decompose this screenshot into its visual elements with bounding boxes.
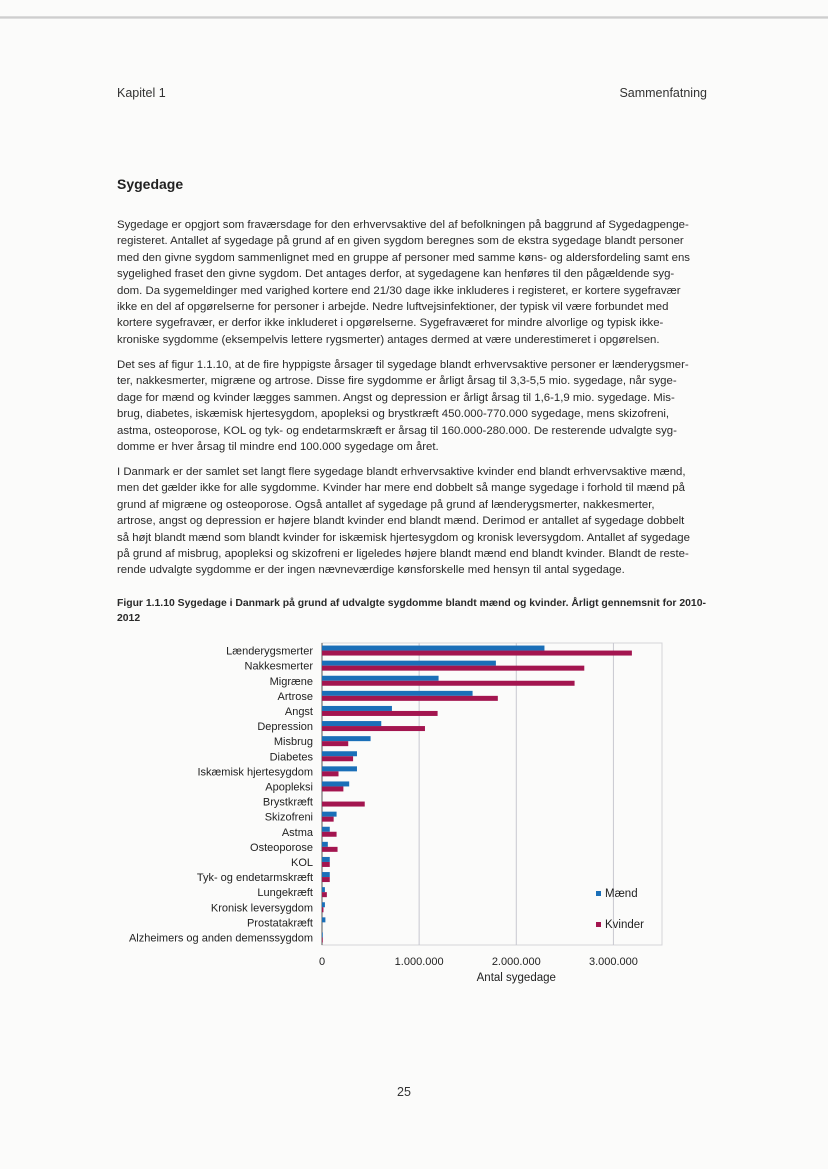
paragraph-3 — [117, 464, 717, 579]
bar-maend — [322, 751, 357, 756]
text-line: brug, diabetes, iskæmisk hjertesygdom, apopleksi og brystkræft 450.000-770.000 sygedage, mens skizofreni, — [117, 408, 670, 421]
bar-maend — [322, 872, 330, 877]
bar-kvinder — [322, 802, 365, 807]
text-line: kroniske sygdomme (eksempelvis lettere rygsmerter) antages dermed at være underestimeret i opgørelsen. — [117, 333, 660, 346]
bar-kvinder — [322, 937, 323, 942]
text-line: dom. Da sygemeldinger med varighed kortere end 21/30 dage ikke inkluderes i registeret, er kortere sygefravær — [117, 284, 681, 297]
category-label: Astma — [281, 826, 313, 839]
bar-maend — [322, 706, 392, 711]
bar-kvinder — [322, 756, 353, 761]
bar-kvinder — [322, 892, 327, 897]
bar-kvinder — [322, 741, 348, 746]
text-line: I Danmark er der samlet set langt flere sygedage blandt erhvervsaktive kvinder end blandt erhvervsaktive mænd, — [117, 466, 686, 478]
bar-maend — [322, 902, 325, 907]
bar-kvinder — [322, 666, 584, 671]
text-line: ter, nakkesmerter, migræne og artrose. Disse fire sygdomme er årligt årsag til 3,3-5,5 mio. sygedage, når syge- — [117, 375, 677, 388]
bar-maend — [322, 842, 328, 847]
bar-maend — [322, 781, 349, 786]
section-heading: Sygedage — [117, 176, 184, 192]
bar-kvinder — [322, 786, 343, 791]
bar-kvinder — [322, 862, 330, 867]
caption-line: Figur 1.1.10 Sygedage i Danmark på grund af udvalgte sygdomme blandt mænd og kvinder. Årligt gennemsnit for 2010- — [117, 598, 706, 609]
bar-kvinder — [322, 771, 339, 776]
text-line: ikke en del af opgørelserne for personer i arbejde. Nedre luftvejsinfektioner, der typisk vil være forbundet med — [117, 301, 669, 314]
category-label: KOL — [290, 856, 313, 869]
bar-maend — [322, 676, 439, 681]
scan-edge — [0, 16, 828, 19]
category-label: Depression — [257, 721, 313, 734]
category-label: Artrose — [277, 690, 313, 703]
bar-maend — [322, 766, 357, 771]
category-label: Brystkræft — [262, 796, 313, 809]
bar-maend — [322, 736, 371, 741]
chapter-header: Kapitel 1 — [117, 86, 166, 100]
bar-kvinder — [322, 832, 337, 837]
text-line: astma, osteoporose, KOL og tyk- og endetarmskræft er årsag til 160.000-280.000. De resterende udvalgte syg- — [117, 424, 677, 437]
paragraph-2 — [117, 357, 717, 455]
section-header: Sammenfatning — [619, 86, 707, 100]
category-label: Angst — [284, 705, 313, 718]
bar-maend — [322, 887, 325, 892]
bar-kvinder — [322, 681, 575, 686]
text-line: domme er hver årsag til mindre end 100.000 sygedage om året. — [117, 441, 439, 454]
bar-chart — [0, 630, 828, 990]
bar-maend — [322, 661, 496, 666]
bar-kvinder — [322, 907, 323, 912]
legend-swatch — [596, 891, 601, 896]
text-line: så højt blandt mænd som blandt kvinder for iskæmisk hjertesygdom og kronisk leversygdom. Antallet af sygedage — [117, 531, 690, 544]
bar-maend — [322, 857, 330, 862]
figure-caption — [117, 596, 717, 626]
category-label: Apopleksi — [265, 781, 313, 794]
bar-maend — [322, 691, 473, 696]
bar-kvinder — [322, 696, 498, 701]
category-label: Skizofreni — [264, 811, 313, 824]
text-line: Det ses af figur 1.1.10, at de fire hyppigste årsager til sygedage blandt erhvervsaktive personer er lænderygsmer- — [117, 359, 689, 371]
legend-swatch — [596, 922, 601, 927]
x-axis-label: Antal sygedage — [476, 972, 556, 984]
category-label: Migræne — [269, 675, 313, 688]
category-label: Diabetes — [269, 751, 313, 764]
x-tick-label: 2.000.000 — [491, 956, 541, 968]
bar-maend — [322, 646, 544, 651]
category-label: Prostatakræft — [246, 917, 313, 930]
text-line: dage for mænd og kvinder lægges sammen. Angst og depression er årligt årsag til 1,6-1,9 mio. sygedage. Mis- — [117, 391, 675, 404]
x-tick-label: 3.000.000 — [588, 956, 638, 968]
text-line: med den givne sygdom sammenlignet med en gruppe af personer med samme køns- og aldersfordeling samt ens — [117, 251, 690, 264]
bar-maend — [322, 917, 325, 922]
text-line: Sygedage er opgjort som fraværsdage for den erhvervsaktive del af befolkningen på baggrund af Sygedagpenge- — [117, 219, 689, 231]
caption-line: 2012 — [117, 613, 141, 624]
bar-kvinder — [322, 651, 632, 656]
bar-kvinder — [322, 726, 425, 731]
paragraph-1 — [117, 217, 717, 348]
text-line: kortere sygefravær, er derfor ikke inkluderet i opgørelserne. Sygefraværet for mindre alvorlige og typisk ikke- — [117, 317, 664, 330]
category-label: Nakkesmerter — [244, 660, 313, 673]
legend-label: Kvinder — [605, 919, 644, 931]
category-label: Lungekræft — [257, 887, 313, 900]
bar-kvinder — [322, 877, 330, 882]
text-line: men det gælder ikke for alle sygdomme. Kvinder har mere end dobbelt så mange sygedage i forhold til mænd på — [117, 482, 685, 495]
legend-label: Mænd — [605, 888, 638, 900]
bar-maend — [322, 812, 337, 817]
x-tick-label: 1.000.000 — [394, 956, 444, 968]
bar-kvinder — [322, 847, 338, 852]
text-line: sygelighed fraset den givne sygdom. Det antages derfor, at sygedagene kan henføres til den pågældende syg- — [117, 268, 675, 281]
category-label: Lænderygsmerter — [226, 645, 313, 658]
bar-kvinder — [322, 817, 334, 822]
text-line: artrose, angst og depression er højere blandt kvinder end blandt mænd. Derimod er antallet af sygedage dobbelt — [117, 515, 685, 528]
category-label: Iskæmisk hjertesygdom — [197, 766, 313, 779]
category-label: Tyk- og endetarmskræft — [196, 872, 313, 885]
category-label: Alzheimers og anden demenssygdom — [128, 932, 313, 945]
category-label: Kronisk leversygdom — [210, 902, 313, 915]
bar-kvinder — [322, 711, 438, 716]
bar-maend — [322, 721, 381, 726]
text-line: på grund af misbrug, apopleksi og skizofreni er ligeledes højere blandt mænd end blandt kvinder. Blandt de reste- — [117, 548, 689, 561]
text-line: registeret. Antallet af sygedage på grund af en given sygdom beregnes som de ekstra sygedage blandt personer — [117, 235, 684, 248]
category-label: Osteoporose — [250, 841, 313, 854]
category-label: Misbrug — [273, 736, 313, 749]
page-number: 25 — [397, 1085, 411, 1099]
bar-maend — [322, 932, 323, 937]
x-tick-label: 0 — [318, 956, 326, 968]
bar-maend — [322, 827, 330, 832]
text-line: rende udvalgte sygdomme er der ingen nævneværdige kønsforskelle med hensyn til antal sygedage. — [117, 564, 625, 577]
text-line: grund af migræne og osteoporose. Også antallet af sygedage på grund af lænderygsmerter, nakkesmerter, — [117, 498, 655, 511]
